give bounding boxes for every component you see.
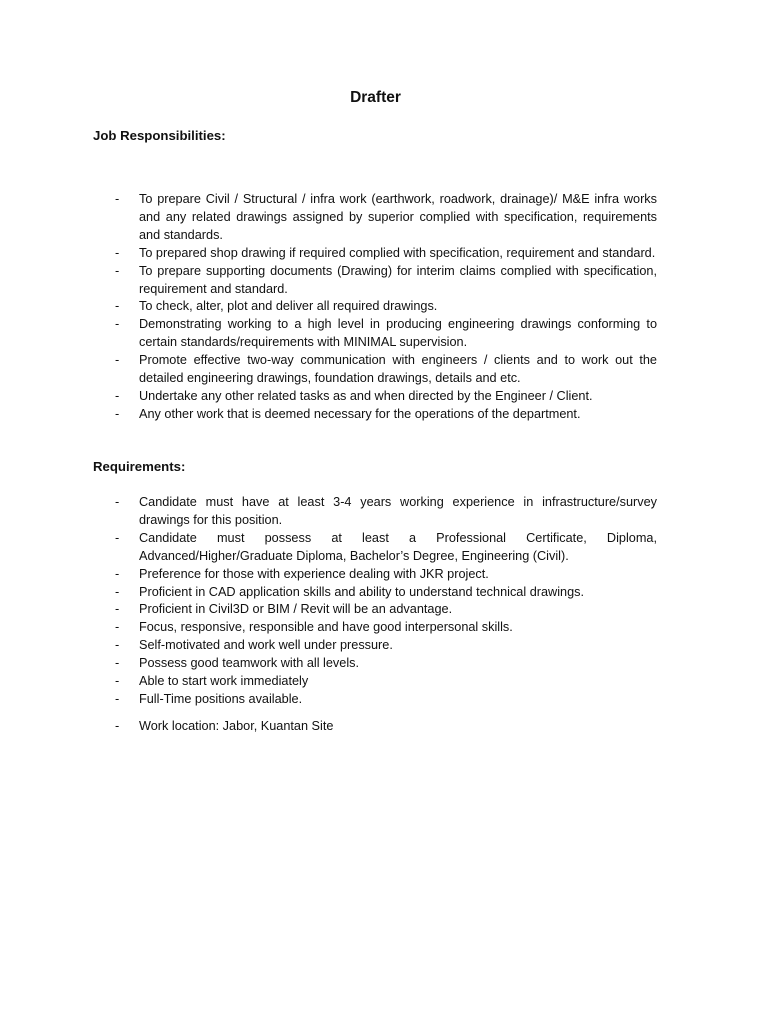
list-item — [93, 637, 657, 655]
bullet-dash: - — [115, 299, 120, 314]
list-item-text: Proficient in Civil3D or BIM / Revit will be an advantage. — [139, 602, 453, 617]
bullet-dash: - — [115, 388, 120, 403]
responsibilities-list — [93, 191, 657, 424]
requirements-list — [93, 494, 657, 709]
list-item — [93, 601, 657, 619]
list-item-text: Focus, responsive, responsible and have good interpersonal skills. — [139, 620, 513, 635]
list-item-text: Preference for those with experience dealing with JKR project. — [139, 566, 489, 581]
list-item — [93, 191, 657, 245]
list-item — [93, 673, 657, 691]
bullet-dash: - — [115, 638, 120, 653]
bullet-dash: - — [115, 406, 120, 421]
list-item-text: Self-motivated and work well under pressure. — [139, 638, 393, 653]
list-item-text: To prepare supporting documents (Drawing) for interim claims complied with specification, requirement and standard. — [139, 263, 657, 296]
work-location-text: Work location: Jabor, Kuantan Site — [139, 719, 334, 733]
list-item — [93, 388, 657, 406]
list-item — [93, 718, 657, 736]
list-item-text: Full-Time positions available. — [139, 691, 303, 706]
list-item-text: To check, alter, plot and deliver all required drawings. — [139, 299, 438, 314]
bullet-dash: - — [115, 245, 120, 260]
document-title: Drafter — [350, 89, 401, 106]
list-item-text: Undertake any other related tasks as and when directed by the Engineer / Client. — [139, 388, 593, 403]
list-item — [93, 494, 657, 530]
list-item-text: Demonstrating working to a high level in producing engineering drawings conforming to certain standards/requirements with MINIMAL supervision. — [139, 317, 657, 350]
work-location-list — [93, 718, 657, 736]
requirements-heading: Requirements: — [93, 459, 186, 474]
list-item — [93, 584, 657, 602]
list-item — [93, 406, 657, 424]
bullet-dash: - — [115, 584, 120, 599]
list-item-text: Possess good teamwork with all levels. — [139, 656, 360, 671]
list-item-text: To prepared shop drawing if required complied with specification, requirement and standard. — [139, 245, 656, 260]
bullet-dash: - — [115, 602, 120, 617]
bullet-dash: - — [115, 656, 120, 671]
bullet-dash: - — [115, 719, 120, 733]
bullet-dash: - — [115, 674, 120, 689]
list-item-text: To prepare Civil / Structural / infra work (earthwork, roadwork, drainage)/ M&E infra works and any related drawings assigned by superior complied with specification, requirements and standards. — [139, 192, 657, 242]
bullet-dash: - — [115, 353, 120, 368]
bullet-dash: - — [115, 566, 120, 581]
list-item — [93, 298, 657, 316]
bullet-dash: - — [115, 691, 120, 706]
list-item — [93, 245, 657, 263]
list-item-text: Proficient in CAD application skills and ability to understand technical drawings. — [139, 584, 584, 599]
bullet-dash: - — [115, 495, 120, 509]
list-item — [93, 655, 657, 673]
list-item — [93, 530, 657, 566]
list-item — [93, 619, 657, 637]
bullet-dash: - — [115, 530, 120, 545]
responsibilities-heading: Job Responsibilities: — [93, 128, 226, 143]
bullet-dash: - — [115, 263, 120, 278]
list-item-text: Candidate must possess at least a Professional Certificate, Diploma, Advanced/Higher/Graduate Diploma, Bachelor’s Degree, Engineering (Civil). — [139, 530, 657, 563]
list-item — [93, 316, 657, 352]
list-item-text: Promote effective two-way communication with engineers / clients and to work out the detailed engineering drawings, foundation drawings, details and etc. — [139, 353, 657, 386]
bullet-dash: - — [115, 620, 120, 635]
list-item — [93, 263, 657, 299]
list-item-text: Any other work that is deemed necessary for the operations of the department. — [139, 406, 581, 421]
list-item-text: Able to start work immediately — [139, 674, 309, 689]
list-item — [93, 566, 657, 584]
list-item — [93, 352, 657, 388]
bullet-dash: - — [115, 192, 120, 206]
bullet-dash: - — [115, 317, 120, 332]
list-item — [93, 691, 657, 709]
list-item-text: Candidate must have at least 3-4 years working experience in infrastructure/survey drawings for this position. — [139, 495, 657, 527]
